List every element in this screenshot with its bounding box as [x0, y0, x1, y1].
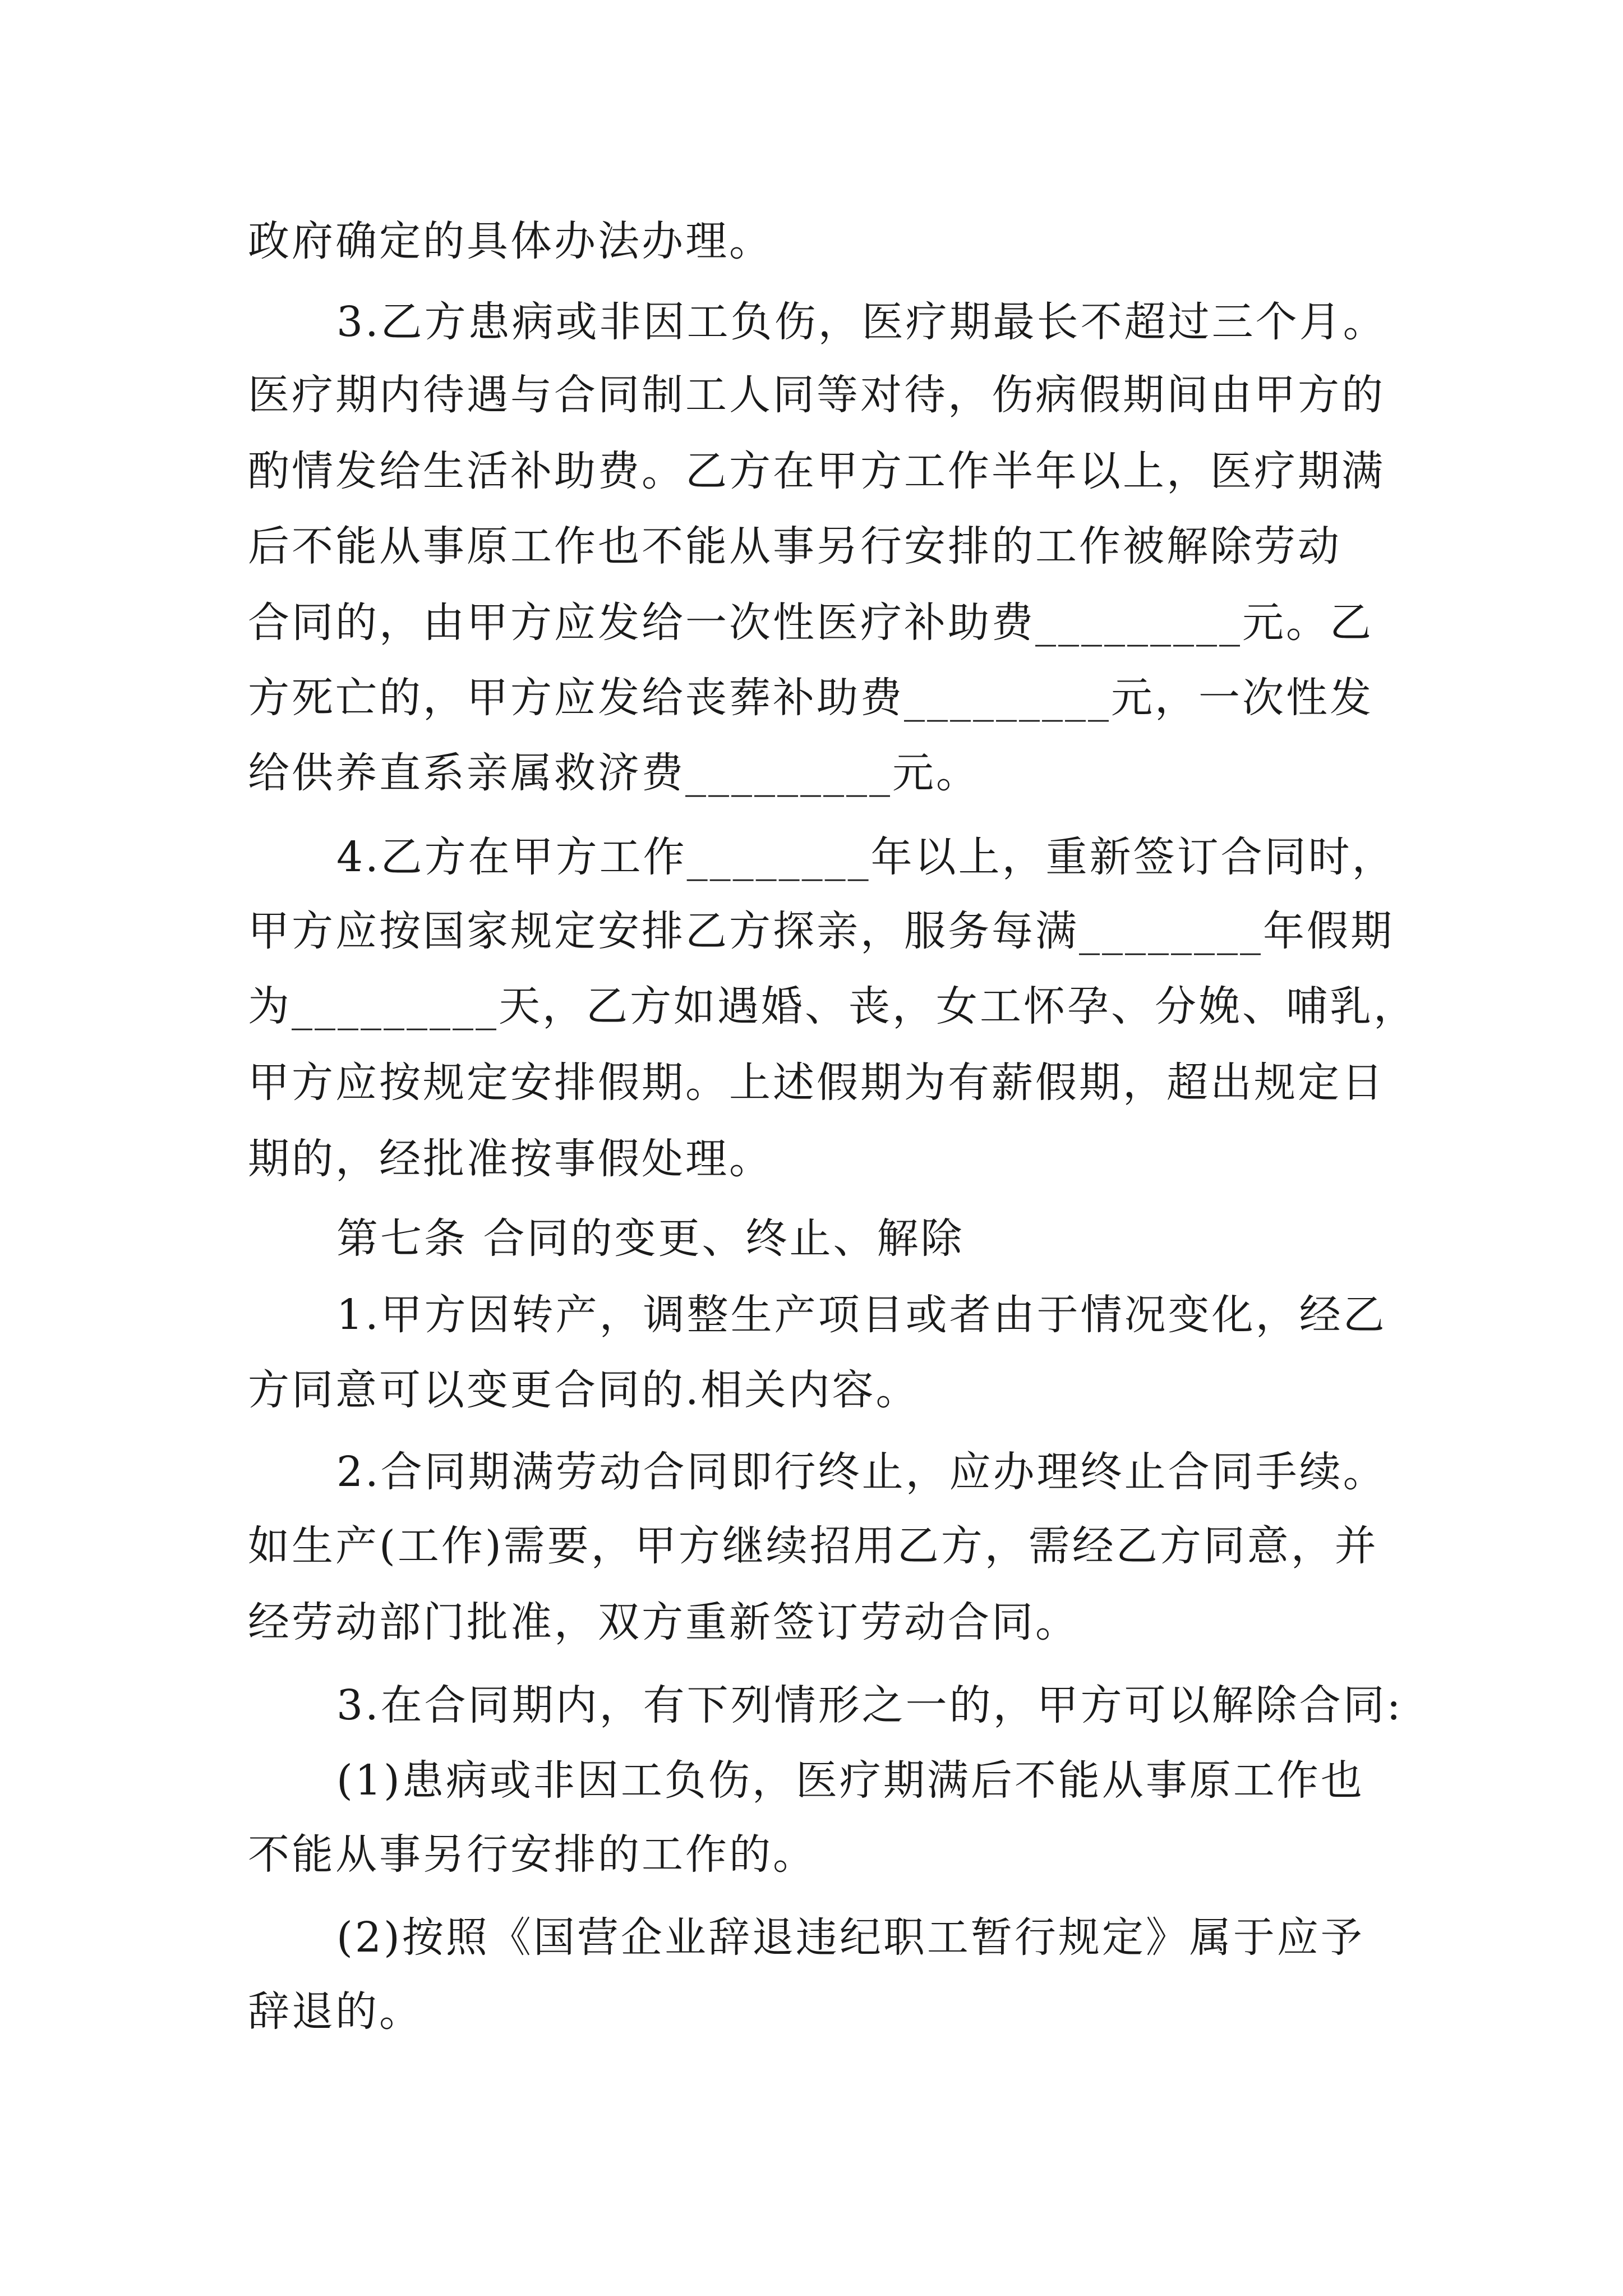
text-line: 给供养直系亲属救济费_________元。	[248, 749, 980, 797]
text-line: 政府确定的具体办法办理。	[248, 217, 773, 265]
text-line: 经劳动部门批准，双方重新签订劳动合同。	[248, 1598, 1079, 1646]
text-line: 方同意可以变更合同的.相关内容。	[248, 1366, 920, 1414]
text-line: 合同的，由甲方应发给一次性医疗补助费_________元。乙	[248, 599, 1373, 647]
text-line: 如生产(工作)需要，甲方继续招用乙方，需经乙方同意，并	[248, 1522, 1378, 1570]
text-line: 辞退的。	[248, 1987, 423, 2036]
text-line: 1.甲方因转产，调整生产项目或者由于情况变化，经乙	[336, 1291, 1387, 1339]
text-line: 甲方应按规定安排假期。上述假期为有薪假期，超出规定日	[248, 1059, 1385, 1107]
text-line: 3.在合同期内，有下列情形之一的，甲方可以解除合同:	[336, 1681, 1403, 1729]
text-line: 3.乙方患病或非因工负伤，医疗期最长不超过三个月。	[336, 298, 1387, 346]
text-line: (2)按照《国营企业辞退违纪职工暂行规定》属于应予	[336, 1913, 1364, 1962]
text-line: 后不能从事原工作也不能从事另行安排的工作被解除劳动	[248, 522, 1341, 570]
text-line: 2.合同期满劳动合同即行终止，应办理终止合同手续。	[336, 1448, 1387, 1496]
text-line: 方死亡的，甲方应发给丧葬补助费_________元，一次性发	[248, 674, 1373, 722]
text-line: 4.乙方在甲方工作________年以上，重新签订合同时，	[336, 833, 1396, 881]
text-line: (1)患病或非因工负伤，医疗期满后不能从事原工作也	[336, 1756, 1364, 1805]
text-line: 医疗期内待遇与合同制工人同等对待，伤病假期间由甲方的	[248, 371, 1385, 419]
text-line: 甲方应按国家规定安排乙方探亲，服务每满________年假期	[248, 907, 1394, 955]
text-line: 期的，经批准按事假处理。	[248, 1135, 773, 1183]
text-line: 酌情发给生活补助费。乙方在甲方工作半年以上，医疗期满	[248, 447, 1385, 495]
section-heading: 第七条 合同的变更、终止、解除	[336, 1214, 965, 1263]
text-line: 不能从事另行安排的工作的。	[248, 1830, 817, 1879]
text-line: 为_________天，乙方如遇婚、丧，女工怀孕、分娩、哺乳，	[248, 982, 1417, 1030]
